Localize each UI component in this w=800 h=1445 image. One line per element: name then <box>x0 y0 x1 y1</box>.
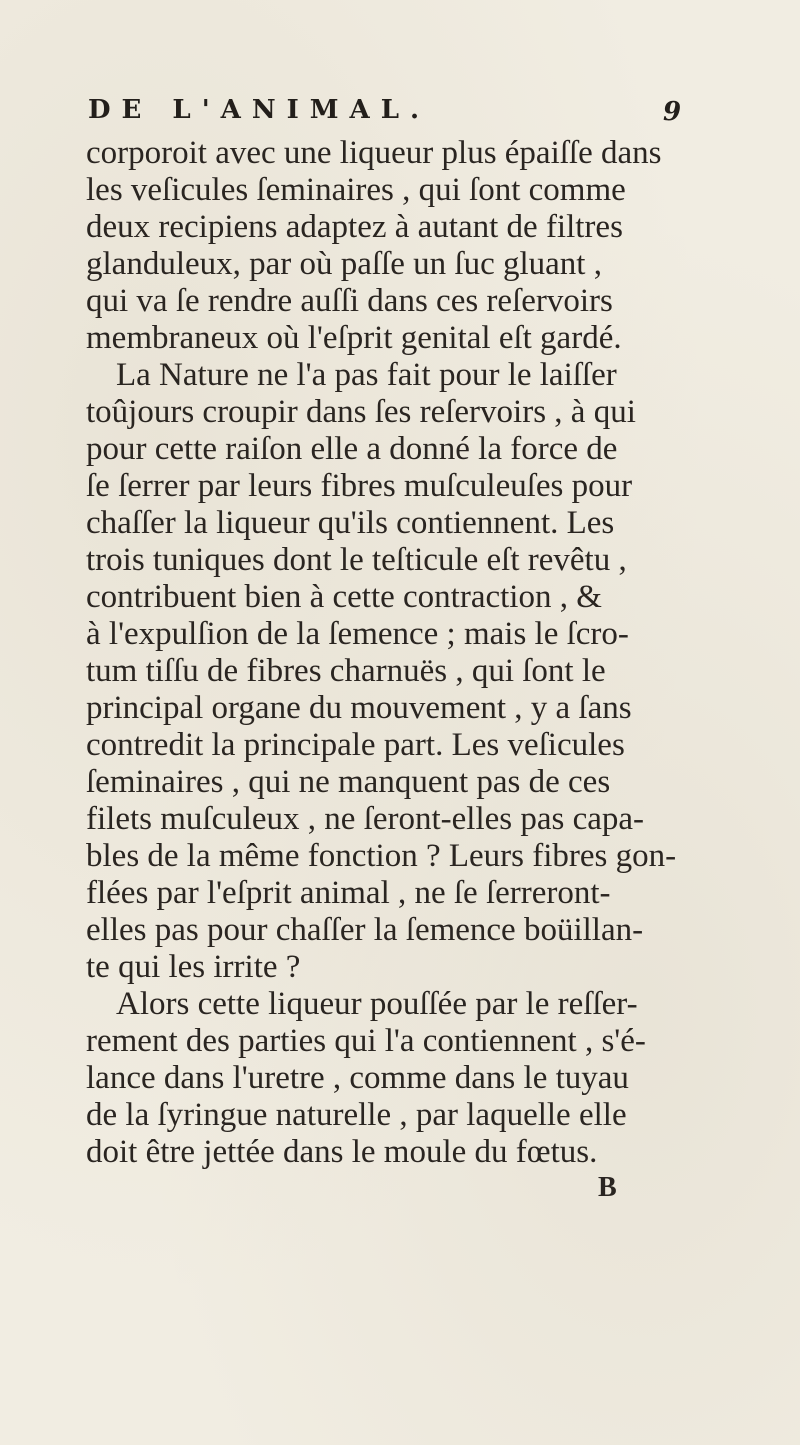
text-line: les veſicules ſeminaires , qui ſont comme <box>86 172 626 208</box>
text-line: La Nature ne l'a pas fait pour le laiſſer <box>116 357 617 393</box>
text-line: qui va ſe rendre auſſi dans ces reſervoirs <box>86 283 613 319</box>
signature-mark: B <box>598 1172 617 1203</box>
text-line: filets muſculeux , ne ſeront-elles pas capa- <box>86 801 645 837</box>
text-line: contredit la principale part. Les veſicules <box>86 727 625 763</box>
text-line: elles pas pour chaſſer la ſemence boüillan- <box>86 912 644 948</box>
text-line: te qui les irrite ? <box>86 949 301 985</box>
text-line: glanduleux, par où paſſe un ſuc gluant , <box>86 246 602 282</box>
text-line: toûjours croupir dans ſes reſervoirs , à qui <box>86 394 636 430</box>
text-line: doit être jettée dans le moule du fœtus. <box>86 1134 598 1170</box>
text-line: corporoit avec une liqueur plus épaiſſe dans <box>86 135 662 171</box>
text-line: chaſſer la liqueur qu'ils contiennent. Les <box>86 505 615 541</box>
text-line: flées par l'eſprit animal , ne ſe ſerreront- <box>86 875 611 911</box>
text-line: principal organe du mouvement , y a ſans <box>86 690 632 726</box>
text-line: de la ſyringue naturelle , par laquelle elle <box>86 1097 627 1133</box>
text-line: tum tiſſu de fibres charnuës , qui ſont le <box>86 653 606 689</box>
text-line: bles de la même fonction ? Leurs fibres gon- <box>86 838 677 874</box>
text-line: à l'expulſion de la ſemence ; mais le ſcro- <box>86 616 629 652</box>
text-line: Alors cette liqueur pouſſée par le reſſer- <box>116 986 638 1022</box>
text-line: rement des parties qui l'a contiennent , s'é- <box>86 1023 646 1059</box>
text-line: deux recipiens adaptez à autant de filtres <box>86 209 623 245</box>
text-line: trois tuniques dont le teſticule eſt revêtu , <box>86 542 627 578</box>
text-line: membraneux où l'eſprit genital eſt gardé. <box>86 320 622 356</box>
running-head <box>88 95 682 135</box>
running-title: DE L'ANIMAL. <box>88 95 431 125</box>
text-line: pour cette raiſon elle a donné la force de <box>86 431 618 467</box>
text-line: lance dans l'uretre , comme dans le tuyau <box>86 1060 629 1096</box>
text-line: ſeminaires , qui ne manquent pas de ces <box>86 764 611 800</box>
page-number: 9 <box>663 97 682 127</box>
text-line: ſe ſerrer par leurs fibres muſculeuſes pour <box>86 468 633 504</box>
text-line: contribuent bien à cette contraction , & <box>86 579 602 615</box>
